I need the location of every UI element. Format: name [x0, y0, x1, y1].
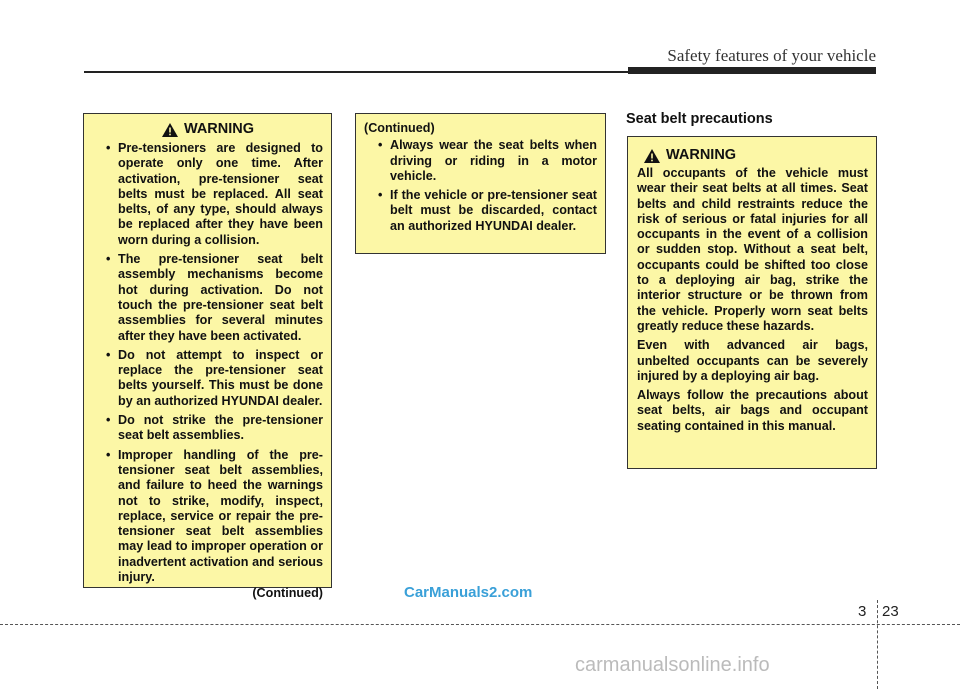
warning-item: • Do not strike the pre-tensioner seat belt assemblies.: [92, 413, 323, 444]
warning-item: • Pre-tensioners are designed to operate only one time. After activation, pre-tensioner seat belts must be replaced. All seat belts, of any type, should always be replaced after they have been worn during a collision.: [92, 141, 323, 248]
warning-item: • Improper handling of the pre-tensioner seat belt assemblies, and failure to heed the warnings not to strike, modify, inspect, replace, service or repair the pre-tensioner seat belt assemblies may lead to improper operation or inadvertent activation and serious injury.: [92, 448, 323, 586]
continued-label: (Continued): [364, 121, 435, 135]
watermark-link[interactable]: CarManuals2.com: [404, 584, 533, 601]
warning-box-continued: [355, 113, 606, 254]
footer-watermark: carmanualsonline.info: [575, 654, 770, 676]
warning-list: [364, 138, 597, 234]
warning-heading: [643, 148, 868, 164]
chapter-number: 3: [858, 603, 867, 620]
warning-heading: [92, 122, 323, 138]
footer-divider: [877, 600, 878, 689]
warning-list: [92, 141, 323, 585]
warning-item: • Do not attempt to inspect or replace the pre-tensioner seat belts yourself. This must be done by an authorized HYUNDAI dealer.: [92, 348, 323, 409]
warning-heading-text: WARNING: [183, 121, 255, 138]
warning-triangle-icon: [161, 122, 179, 138]
continued-label: (Continued): [252, 586, 323, 601]
warning-paragraph: Even with advanced air bags, unbelted occupants can be severely injured by a deploying air bag.: [637, 338, 868, 383]
footer-rule: [0, 624, 960, 625]
warning-heading-text: WARNING: [666, 147, 737, 164]
warning-box-seat-belt: [627, 136, 877, 469]
warning-paragraph: Always follow the precautions about seat belts, air bags and occupant seating contained in this manual.: [637, 388, 868, 433]
warning-item: • If the vehicle or pre-tensioner seat belt must be discarded, contact an authorized HYUNDAI dealer.: [364, 188, 597, 234]
warning-paragraph: All occupants of the vehicle must wear their seat belts at all times. Seat belts and child restraints reduce the risk of serious or fatal injuries for all occupants in the event of a collision or sudden stop. Without a seat belt, occupants could be shifted too close to a deploying air bag, strike the interior structure or be thrown from the vehicle. Properly worn seat belts greatly reduce these hazards.: [637, 166, 868, 333]
header-title: Safety features of your vehicle: [667, 46, 876, 65]
warning-item: • Always wear the seat belts when driving or riding in a motor vehicle.: [364, 138, 597, 184]
section-title: Seat belt precautions: [626, 111, 773, 127]
warning-triangle-icon: [643, 148, 661, 164]
page-number: 23: [882, 603, 899, 620]
warning-box-pretensioner: [83, 113, 332, 601]
warning-item: • The pre-tensioner seat belt assembly mechanisms become hot during activation. Do not touch the pre-tensioner seat belt assemblies for several minutes after they have been activated.: [92, 252, 323, 344]
header-rule-accent: [628, 67, 876, 74]
